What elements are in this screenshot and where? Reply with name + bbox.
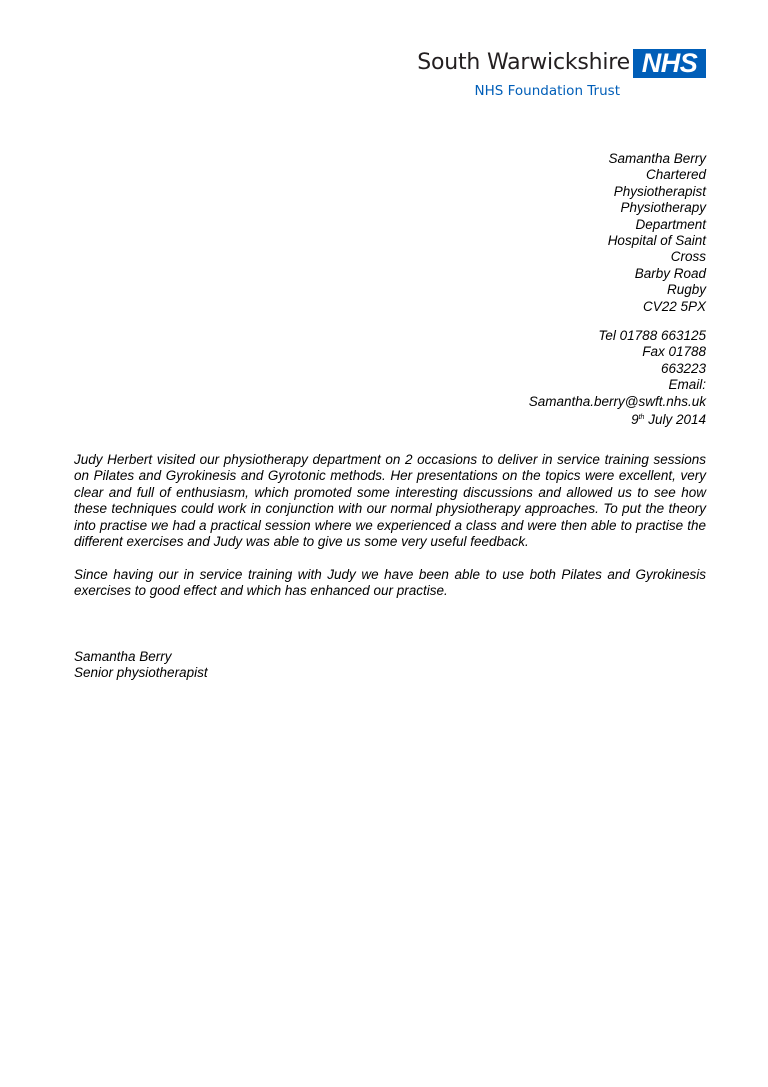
letter-paragraph: Judy Herbert visited our physiotherapy department on 2 occasions to deliver in service training sessions on Pilates and Gyrokinesis and Gyrotonic methods. Her presentations on the topics were excellent, very clear and full of enthusiasm, which promoted some interesting discussions and allowed us to see how these techniques could work in conjunction with our normal physiotherapy approaches. To put the theory into practise we had a practical session where we experienced a class and were then able to practise the different exercises and Judy was able to give us some very useful feedback. [74,452,706,550]
address-line: Barby Road [634,265,706,281]
address-line: Samantha Berry [608,151,706,166]
contact-email-label: Email: [668,377,706,393]
org-name: South Warwickshire [417,50,630,75]
address-line: Chartered [645,167,706,183]
signoff-name: Samantha Berry [74,649,172,664]
date-suffix: th [638,414,645,422]
address-line: Department [635,216,706,232]
address-line: Physiotherapist [613,183,706,199]
signoff [74,649,208,682]
contact-fax: Fax 01788 [642,344,706,360]
contact-fax-cont: 663223 [660,360,706,376]
letter-paragraph: Since having our in service training with Judy we have been able to use both Pilates and Gyrokinesis exercises to good effect and which has enhanced our practise. [74,566,706,599]
letter-body [74,452,706,616]
letter-date [529,410,706,428]
date-rest: July 2014 [644,412,706,428]
address-line: Rugby [666,282,706,298]
date-day: 9 [631,412,639,428]
address-line: Hospital of Saint [607,233,706,249]
trust-logo [306,46,706,106]
address-line: Physiotherapy [620,200,706,216]
contact-tel: Tel 01788 663125 [598,328,706,343]
sender-contact [529,328,706,428]
contact-email: Samantha.berry@swft.nhs.uk [528,393,706,409]
signoff-title: Senior physiotherapist [74,665,208,681]
address-line: Cross [670,249,706,265]
address-line: CV22 5PX [642,298,706,314]
sender-address [608,151,706,315]
nhs-badge: NHS [633,49,706,78]
org-subtitle: NHS Foundation Trust [474,83,620,99]
